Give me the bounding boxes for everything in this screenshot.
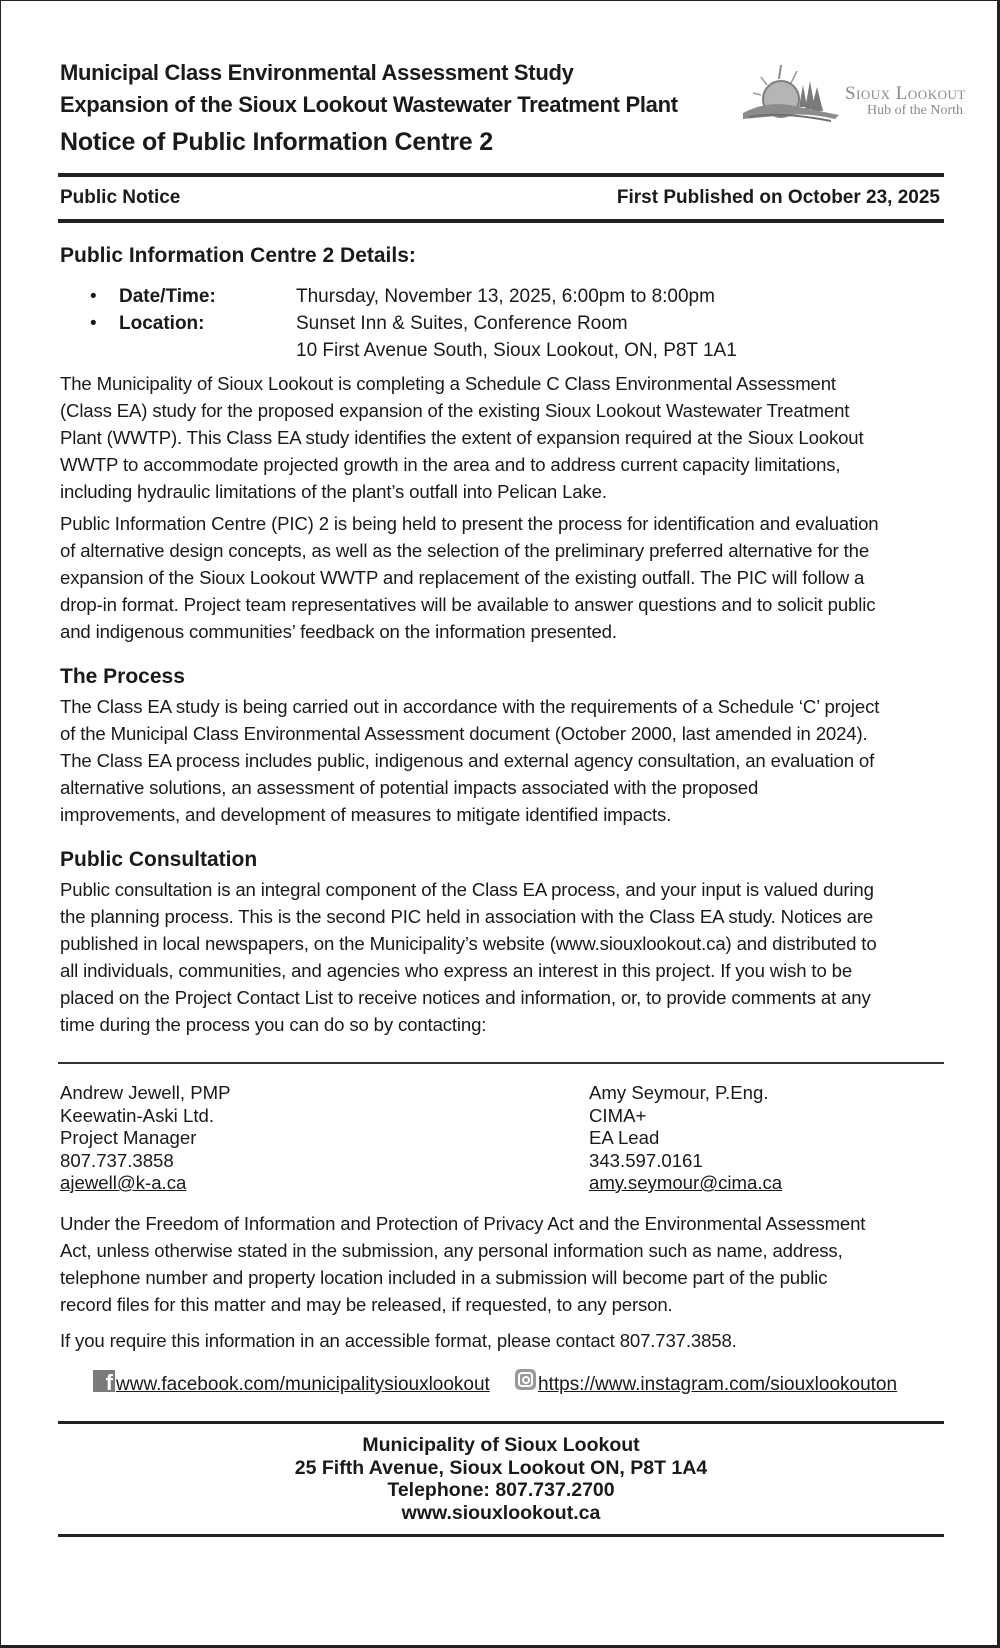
text-line: of the Municipal Class Environmental Assessment document (October 2000, last amended in 2024). (60, 723, 868, 744)
contact-phone: 807.737.3858 (60, 1149, 174, 1171)
contact-company: Keewatin-Aski Ltd. (60, 1104, 214, 1126)
text-line: Plant (WWTP). This Class EA study identifies the extent of expansion required at the Sioux Lookout (60, 427, 864, 448)
consultation-paragraph (60, 876, 944, 1038)
text-line: WWTP to accommodate projected growth in the area and to address current capacity limitations, (60, 454, 841, 475)
text-line: published in local newspapers, on the Municipality’s website (www.siouxlookout.ca) and distributed to (60, 933, 877, 954)
instagram-icon[interactable] (515, 1369, 536, 1390)
text-line: Public consultation is an integral component of the Class EA process, and your input is valued during (60, 879, 874, 900)
text-line: (Class EA) study for the proposed expansion of the existing Sioux Lookout Wastewater Treatment (60, 400, 850, 421)
text-line: and indigenous communities’ feedback on the information presented. (60, 621, 617, 642)
footer-address: 25 Fifth Avenue, Sioux Lookout ON, P8T 1A4 (294, 1456, 708, 1479)
footer-website: www.siouxlookout.ca (401, 1501, 601, 1524)
contact-role: Project Manager (60, 1127, 197, 1148)
social-links (1, 1370, 1000, 1402)
detail-value: Sunset Inn & Suites, Conference Room (296, 313, 628, 334)
process-paragraph (60, 693, 944, 828)
instagram-link-item[interactable] (515, 1374, 897, 1396)
sioux-lookout-logo (739, 63, 966, 125)
contact-card-andrew-jewell (60, 1082, 231, 1195)
publish-date: First Published on October 23, 2025 (616, 187, 940, 208)
sioux-lookout-sunburst-logo-icon (739, 63, 843, 125)
bullet: • (90, 313, 97, 334)
facebook-icon[interactable]: f (93, 1370, 115, 1392)
text-line: Under the Freedom of Information and Protection of Privacy Act and the Environmental Assessment (60, 1213, 866, 1234)
divider (58, 173, 944, 177)
text-line: all individuals, communities, and agencies who express an interest in this project. If you wish to be (60, 960, 853, 981)
contact-name: Andrew Jewell, PMP (60, 1082, 231, 1103)
details-heading: Public Information Centre 2 Details: (60, 244, 416, 267)
project-title: Expansion of the Sioux Lookout Wastewater Treatment Plant (60, 92, 678, 117)
divider (58, 1421, 944, 1424)
contact-company: CIMA+ (589, 1104, 647, 1126)
study-title: Municipal Class Environmental Assessment Study (60, 60, 574, 85)
text-line: Public Information Centre (PIC) 2 is being held to present the process for identification and evaluation (60, 513, 879, 534)
facebook-link[interactable]: www.facebook.com/municipalitysiouxlookout (116, 1374, 490, 1395)
text-line: including hydraulic limitations of the plant’s outfall into Pelican Lake. (60, 481, 607, 502)
text-line: The Class EA process includes public, indigenous and external agency consultation, an evaluation of (60, 750, 875, 771)
detail-value: 10 First Avenue South, Sioux Lookout, ON, P8T 1A1 (296, 340, 737, 361)
contact-card-amy-seymour (589, 1082, 782, 1195)
logo-name: Sioux Lookout (845, 83, 966, 104)
bullet: • (90, 286, 97, 307)
detail-value: Thursday, November 13, 2025, 6:00pm to 8:00pm (296, 286, 715, 307)
text-line: time during the process you can do so by contacting: (60, 1014, 487, 1035)
text-line: If you require this information in an accessible format, please contact 807.737.3858. (60, 1330, 737, 1351)
consultation-heading: Public Consultation (60, 848, 258, 871)
divider (58, 1062, 944, 1064)
footer-org: Municipality of Sioux Lookout (362, 1434, 640, 1456)
notice-title: Notice of Public Information Centre 2 (60, 128, 493, 156)
text-line: improvements, and development of measures to mitigate identified impacts. (60, 804, 672, 825)
text-line: record files for this matter and may be released, if requested, to any person. (60, 1294, 673, 1315)
contact-name: Amy Seymour, P.Eng. (589, 1082, 769, 1103)
facebook-link-item[interactable] (93, 1370, 490, 1396)
contact-phone: 343.597.0161 (589, 1149, 703, 1171)
detail-label: Location: (119, 313, 205, 334)
instagram-link[interactable]: https://www.instagram.com/siouxlookouton (538, 1374, 898, 1395)
text-line: The Class EA study is being carried out in accordance with the requirements of a Schedule ‘C’ project (60, 696, 880, 717)
text-line: placed on the Project Contact List to receive notices and information, or, to provide comments at any (60, 987, 871, 1008)
contact-email-link[interactable]: ajewell@k-a.ca (60, 1172, 187, 1193)
accessibility-paragraph (60, 1327, 944, 1354)
text-line: Act, unless otherwise stated in the submission, any personal information such as name, address, (60, 1240, 843, 1261)
footer-phone: Telephone: 807.737.2700 (387, 1479, 615, 1501)
detail-label: Date/Time: (119, 286, 216, 307)
text-line: The Municipality of Sioux Lookout is completing a Schedule C Class Environmental Assessment (60, 373, 836, 394)
text-line: alternative solutions, an assessment of potential impacts associated with the proposed (60, 777, 759, 798)
text-line: telephone number and property location included in a submission will become part of the public (60, 1267, 828, 1288)
text-line: of alternative design concepts, as well as the selection of the preliminary preferred alternative for the (60, 540, 870, 561)
logo-tagline: Hub of the North (867, 103, 964, 118)
text-line: the planning process. This is the second PIC held in association with the Class EA study. Notices are (60, 906, 874, 927)
contact-email-link[interactable]: amy.seymour@cima.ca (589, 1172, 783, 1193)
intro-paragraph-2 (60, 510, 944, 645)
divider (58, 219, 944, 223)
intro-paragraph-1 (60, 370, 944, 505)
contact-role: EA Lead (589, 1127, 660, 1148)
text-line: drop-in format. Project team representatives will be available to answer questions and to solicit public (60, 594, 876, 615)
divider (58, 1534, 944, 1537)
privacy-paragraph (60, 1210, 944, 1318)
text-line: expansion of the Sioux Lookout WWTP and replacement of the existing outfall. The PIC will follow a (60, 567, 865, 588)
public-notice-label: Public Notice (60, 187, 181, 208)
process-heading: The Process (60, 665, 185, 688)
footer-contact (58, 1434, 944, 1524)
